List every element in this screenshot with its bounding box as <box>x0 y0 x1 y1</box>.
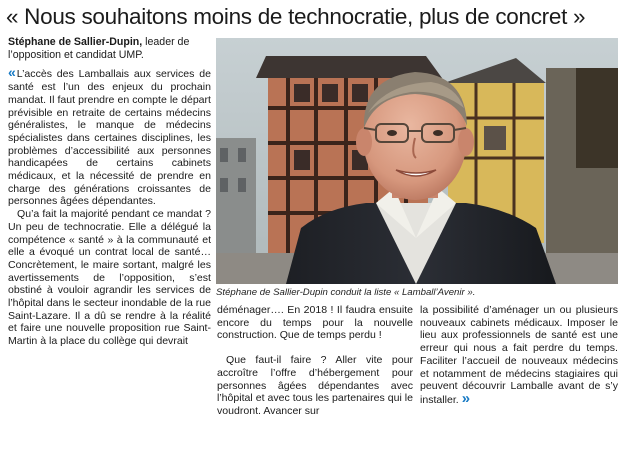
article-column-1 <box>8 36 211 348</box>
paragraph: Qu’a fait la majorité pendant ce mandat ? Un peu de technocratie. Elle a délégué la compétence « santé » à la communauté et elle a évoqué un contrat local de santé… Concrètement, le maire sortant, malgré les avertissements de l’opposition, s’est obstiné à vouloir agrandir les services de l’hôpital dans le secteur inondable de la rue Saint-Lazare. Il a dû se rendre à la réalité et faire une nouvelle proposition rue Saint-Martin à la place du collège qui devrait <box>8 208 211 348</box>
paragraph: Que faut-il faire ? Aller vite pour accroître l’offre d’hébergement pour personnes âgées dépendantes avec l’hôpital et avec tous les partenaires qui le voudront. Avancer sur <box>217 354 413 417</box>
paragraph-text: la possibilité d’aménager un ou plusieurs nouveaux cabinets médicaux. Imposer le lieu aux professionnels de santé est une erreur qui nous a fait perdre du temps. Faciliter l’accueil de nouveaux médecins et notamment de médecins stagiaires qui peuvent découvrir Lamballe avant de s’y installer. <box>420 304 618 406</box>
candidate-photo <box>216 38 618 284</box>
photo-caption: Stéphane de Sallier-Dupin conduit la liste « Lamball’Avenir ». <box>216 287 476 298</box>
headline: « Nous souhaitons moins de technocratie, plus de concret » <box>6 4 586 29</box>
article-text-col1 <box>8 66 211 347</box>
byline <box>8 36 211 61</box>
close-quote-mark: » <box>461 389 468 407</box>
article-column-3 <box>420 304 618 407</box>
byline-role: leader de l’opposition et candidat UMP. <box>8 36 190 61</box>
paragraph <box>8 66 211 208</box>
open-quote-mark: « <box>8 64 13 81</box>
paragraph-text: L’accès des Lamballais aux services de santé est l’un des enjeux du prochain mandat. Il faut prendre en compte le départ prévisible en retraite de certains médecins généralistes, le manque de médecins spécialistes dans certaines disciplines, les problèmes d’accessibilité aux personnes handicapées de certains cabinets médicaux, et la nécessité de prendre en charge des générations croissantes de personnes âgées dépendantes. <box>8 68 211 208</box>
paragraph <box>420 304 618 407</box>
paragraph: déménager…. En 2018 ! Il faudra ensuite encore du temps pour la nouvelle construction. Que de temps perdu ! <box>217 304 413 342</box>
byline-name: Stéphane de Sallier-Dupin, <box>8 36 143 48</box>
article-column-2 <box>217 304 413 418</box>
